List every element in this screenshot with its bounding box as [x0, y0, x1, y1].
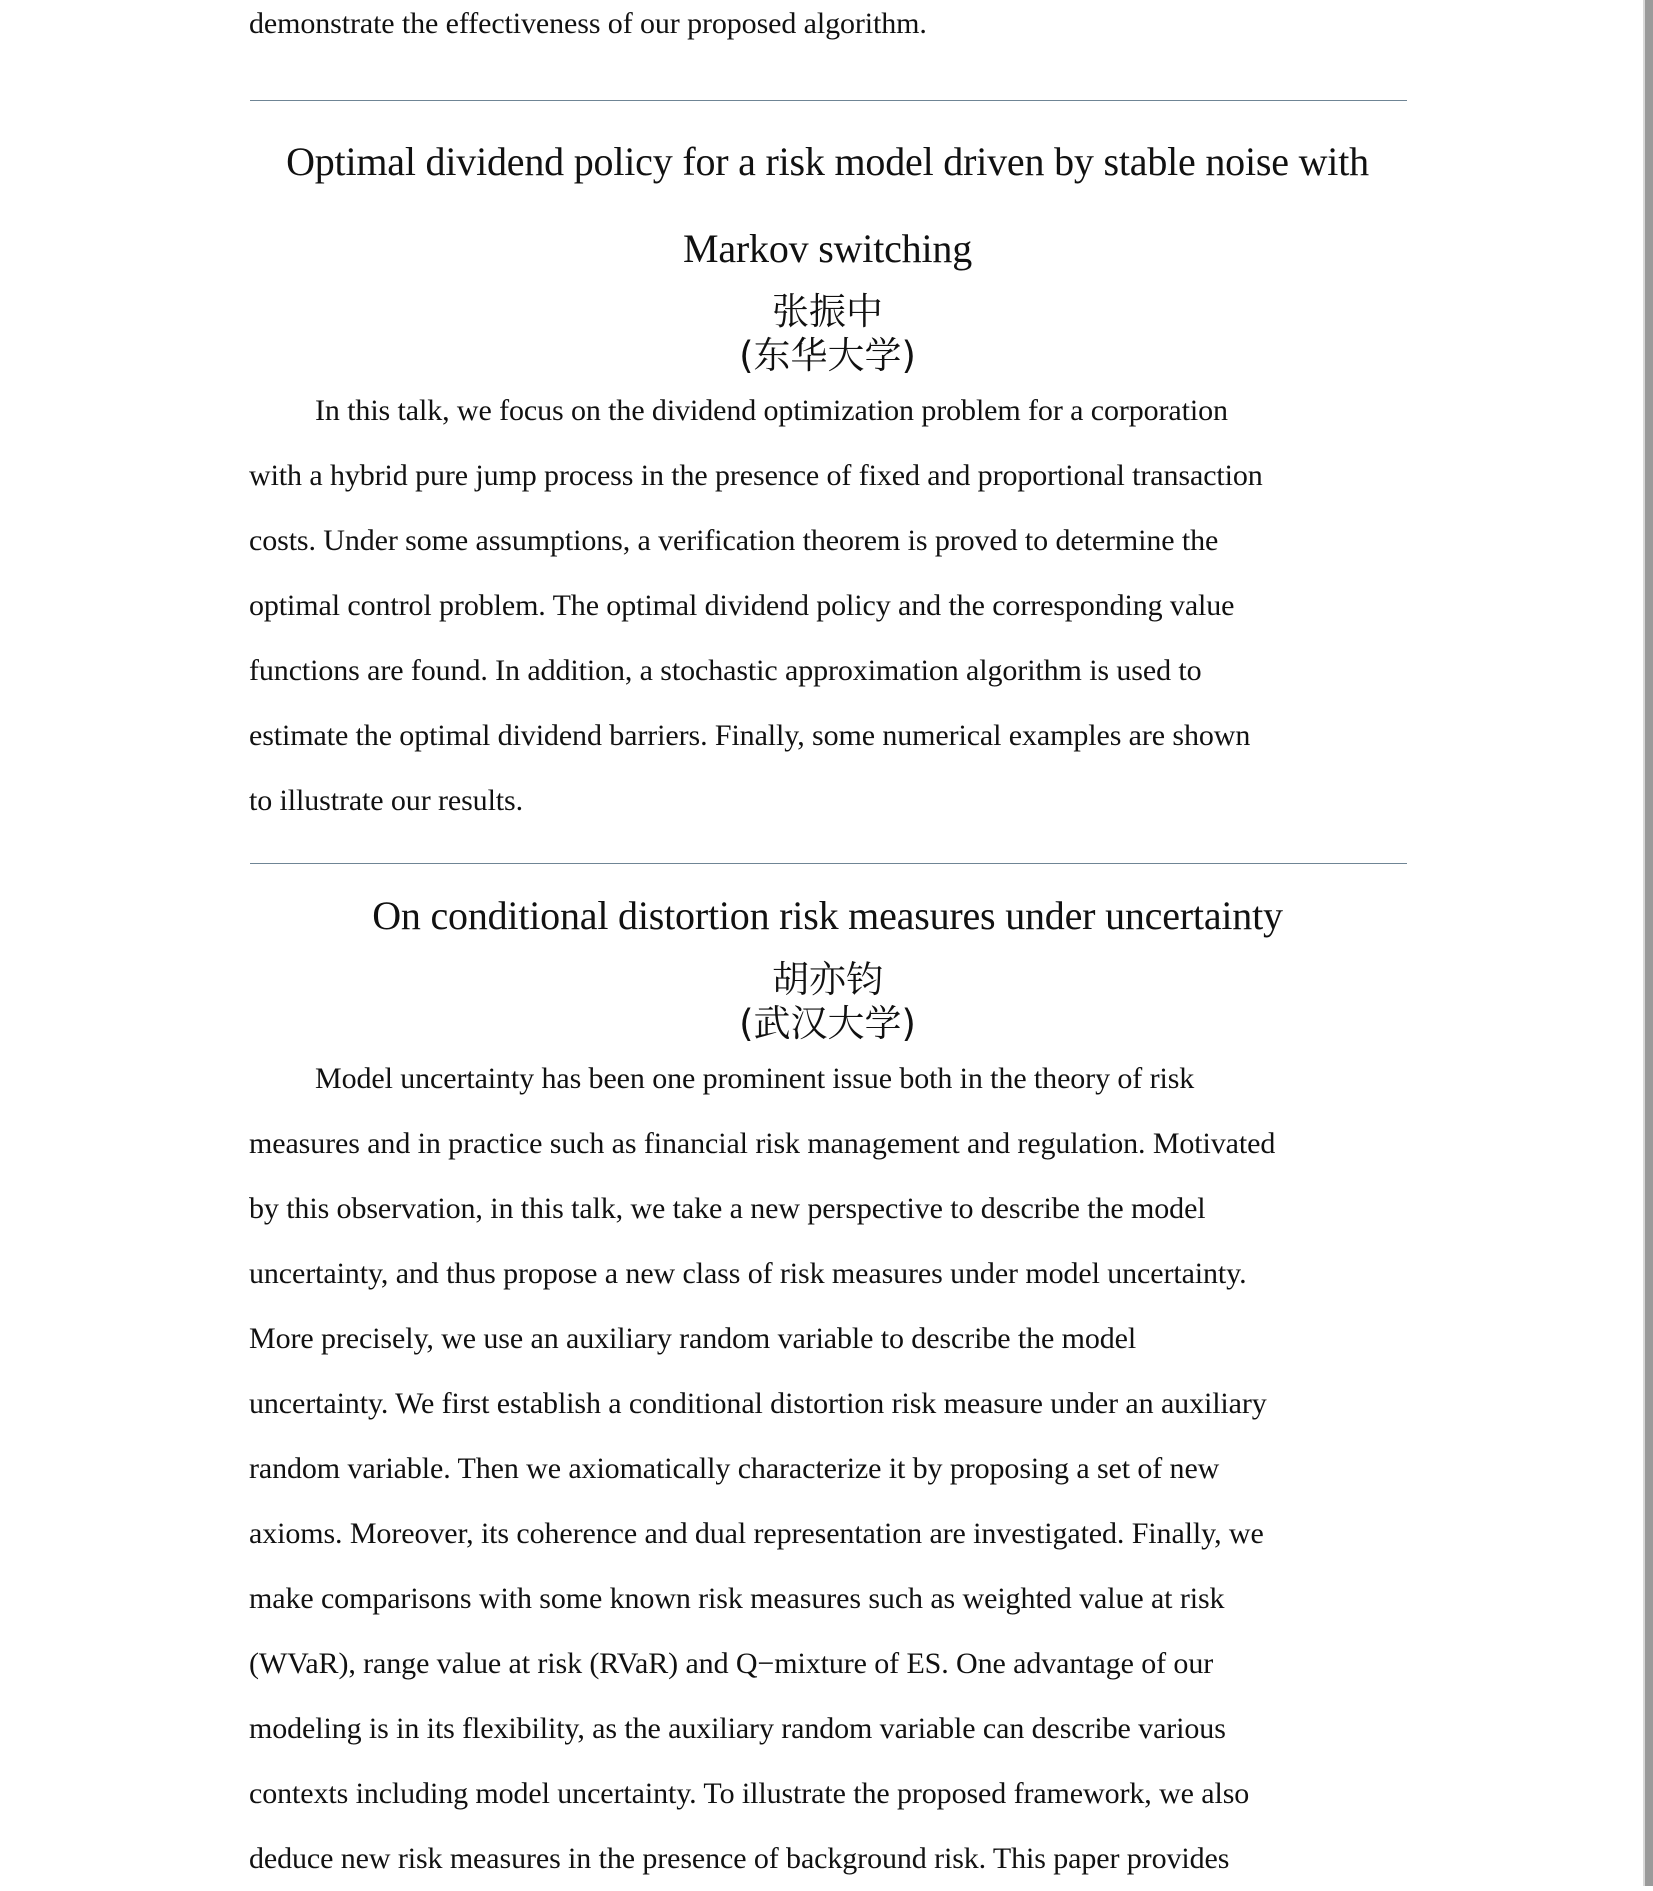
talk-1-affiliation: (东华大学)	[739, 334, 916, 377]
talk-2-affiliation: (武汉大学)	[739, 1002, 916, 1045]
abstract-line: uncertainty. We first establish a conditional distortion risk measure under an auxiliary	[249, 1387, 1267, 1420]
abstract-line: functions are found. In addition, a stochastic approximation algorithm is used to	[249, 654, 1202, 687]
abstract-line: to illustrate our results.	[249, 784, 524, 817]
abstract-line: More precisely, we use an auxiliary random variable to describe the model	[249, 1322, 1137, 1355]
talk-1-title-line-2: Markov switching	[683, 226, 972, 271]
talk-1-speaker: 张振中	[772, 290, 883, 333]
abstract-line: measures and in practice such as financial risk management and regulation. Motivated	[249, 1127, 1276, 1160]
abstract-line: with a hybrid pure jump process in the presence of fixed and proportional transaction	[249, 459, 1263, 492]
abstract-line: by this observation, in this talk, we take a new perspective to describe the model	[249, 1192, 1206, 1225]
talk-2-title: On conditional distortion risk measures under uncertainty	[372, 893, 1283, 938]
abstract-line: (WVaR), range value at risk (RVaR) and Q−mixture of ES. One advantage of our	[249, 1647, 1214, 1680]
abstract-line: contexts including model uncertainty. To illustrate the proposed framework, we also	[249, 1777, 1250, 1810]
talk-1-abstract	[249, 378, 1406, 833]
previous-abstract-last-line: demonstrate the effectiveness of our proposed algorithm.	[249, 7, 927, 40]
abstract-line: Model uncertainty has been one prominent issue both in the theory of risk	[315, 1062, 1195, 1095]
abstract-line: costs. Under some assumptions, a verification theorem is proved to determine the	[249, 524, 1219, 557]
section-divider	[250, 863, 1407, 864]
talk-2-speaker: 胡亦钧	[772, 958, 883, 1001]
abstract-line: In this talk, we focus on the dividend optimization problem for a corporation	[315, 394, 1228, 427]
abstract-line: modeling is in its flexibility, as the auxiliary random variable can describe various	[249, 1712, 1226, 1745]
abstract-line: estimate the optimal dividend barriers. Finally, some numerical examples are shown	[249, 719, 1251, 752]
section-divider	[250, 100, 1407, 101]
page-edge	[1645, 0, 1653, 1886]
talk-1-title-line-1: Optimal dividend policy for a risk model driven by stable noise with	[286, 139, 1369, 184]
abstract-line: deduce new risk measures in the presence of background risk. This paper provides	[249, 1842, 1230, 1875]
abstract-line: make comparisons with some known risk measures such as weighted value at risk	[249, 1582, 1225, 1615]
abstract-line: optimal control problem. The optimal dividend policy and the corresponding value	[249, 589, 1235, 622]
abstract-line: random variable. Then we axiomatically characterize it by proposing a set of new	[249, 1452, 1220, 1485]
abstract-line: uncertainty, and thus propose a new class of risk measures under model uncertainty.	[249, 1257, 1247, 1290]
talk-2-abstract	[249, 1046, 1406, 1891]
abstract-line: axioms. Moreover, its coherence and dual representation are investigated. Finally, we	[249, 1517, 1264, 1550]
